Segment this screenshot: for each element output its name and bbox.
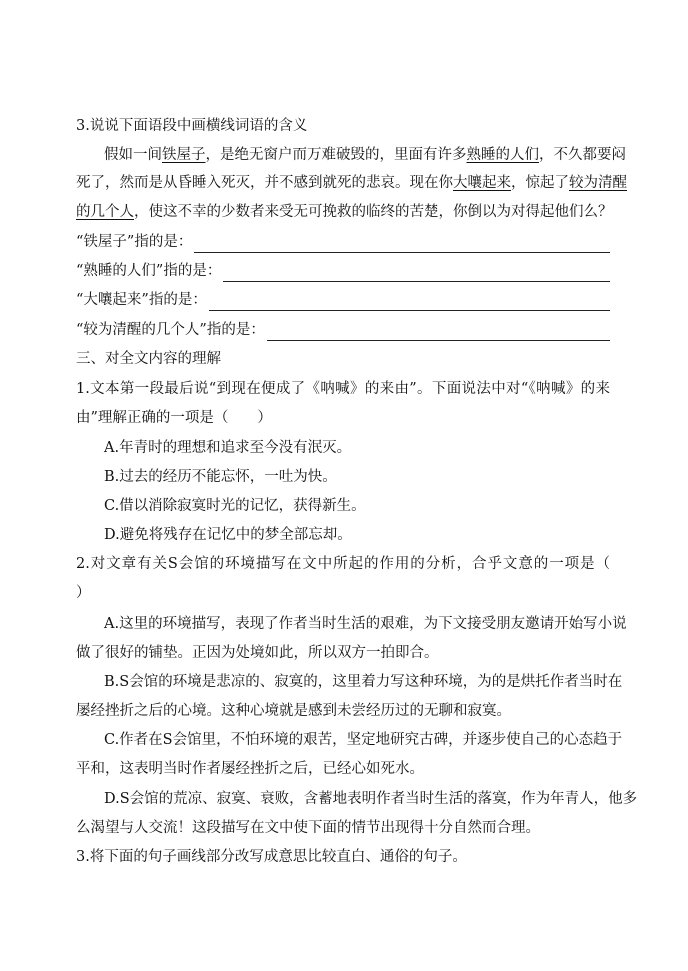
fill-blank-row <box>76 260 610 282</box>
passage-line-1 <box>104 144 626 166</box>
question-3-rewrite-heading: 3.将下面的句子画线部分改写成意思比较直白、通俗的句子。 <box>76 849 467 865</box>
q1-stem-line-2: 由”理解正确的一项是（ ） <box>76 410 272 426</box>
q2-option-a-line-1: A.这里的环境描写，表现了作者当时生活的艰难，为下文接受朋友邀请开始写小说 <box>104 616 627 632</box>
q2-option-a-line-2: 做了很好的铺垫。正因为处境如此，所以双方一拍即合。 <box>76 645 439 661</box>
passage-line-3 <box>76 201 613 223</box>
fill-blank-row <box>76 231 610 253</box>
underlined-term-iron-house: 铁屋子 <box>162 147 206 163</box>
fill-label: “熟睡的人们”指的是： <box>76 263 222 279</box>
q2-option-d-line-1: D.S会馆的荒凉、寂寞、衰败，含蓄地表明作者当时生活的落寞，作为年青人，他多 <box>104 791 638 807</box>
q2-option-b-line-2: 屡经挫折之后的心境。这种心境就是感到未尝经历过的无聊和寂寞。 <box>76 703 511 719</box>
q2-stem-line-2: ） <box>76 585 91 601</box>
fill-label: “较为清醒的几个人”指的是： <box>76 322 265 338</box>
q1-option-d: D.避免将残存在记忆中的梦全部忘却。 <box>104 527 352 543</box>
q2-option-c-line-2: 平和，这表明当时作者屡经挫折之后，已经心如死水。 <box>76 761 424 777</box>
underlined-term-sleeping-people: 熟睡的人们 <box>466 147 539 163</box>
question-3-heading: 3.说说下面语段中画横线词语的含义 <box>76 118 308 134</box>
underlined-term-shout: 大嚷起来 <box>453 175 511 191</box>
q2-option-d-line-2: 么渴望与人交流！这段描写在文中使下面的情节出现得十分自然而合理。 <box>76 820 540 836</box>
q1-option-a: A.年青时的理想和追求至今没有泯灭。 <box>104 440 352 456</box>
passage-text: ，惊起了 <box>511 175 569 191</box>
answer-line[interactable] <box>267 325 610 341</box>
section-3-heading: 三、对全文内容的理解 <box>76 351 221 367</box>
passage-text: 假如一间 <box>104 147 162 163</box>
q2-option-b-line-1: B.S会馆的环境是悲凉的、寂寞的，这里着力写这种环境，为的是烘托作者当时在 <box>104 674 623 690</box>
fill-label: “铁屋子”指的是： <box>76 234 193 250</box>
passage-text: ，使这不幸的少数者来受无可挽救的临终的苦楚，你倒以为对得起他们么？ <box>134 204 613 220</box>
q2-stem-line-1: 2.对文章有关S会馆的环境描写在文中所起的作用的分析，合乎文意的一项是（ <box>76 556 610 572</box>
underlined-term-few-people: 的几个人 <box>76 204 134 220</box>
answer-line[interactable] <box>223 266 610 282</box>
passage-text: ，是绝无窗户而万难破毁的，里面有许多 <box>205 147 467 163</box>
underlined-term-more-awake: 较为清醒 <box>569 175 627 191</box>
passage-line-2 <box>76 172 627 194</box>
fill-label: “大嚷起来”指的是： <box>76 292 207 308</box>
q1-option-b: B.过去的经历不能忘怀，一吐为快。 <box>104 469 337 485</box>
passage-text: ，不久都要闷 <box>539 147 626 163</box>
passage-text: 死了，然而是从昏睡入死灭，并不感到就死的悲哀。现在你 <box>76 175 453 191</box>
q2-option-c-line-1: C.作者在S会馆里，不怕环境的艰苦，坚定地研究古碑，并逐步使自己的心态趋于 <box>104 732 623 748</box>
q1-stem-line-1: 1.文本第一段最后说“到现在便成了《呐喊》的来由”。下面说法中对“《呐喊》的来 <box>76 381 610 397</box>
fill-blank-row <box>76 319 610 341</box>
fill-blank-row <box>76 289 610 311</box>
answer-line[interactable] <box>209 295 610 311</box>
answer-line[interactable] <box>194 237 610 253</box>
q1-option-c: C.借以消除寂寞时光的记忆，获得新生。 <box>104 498 366 514</box>
